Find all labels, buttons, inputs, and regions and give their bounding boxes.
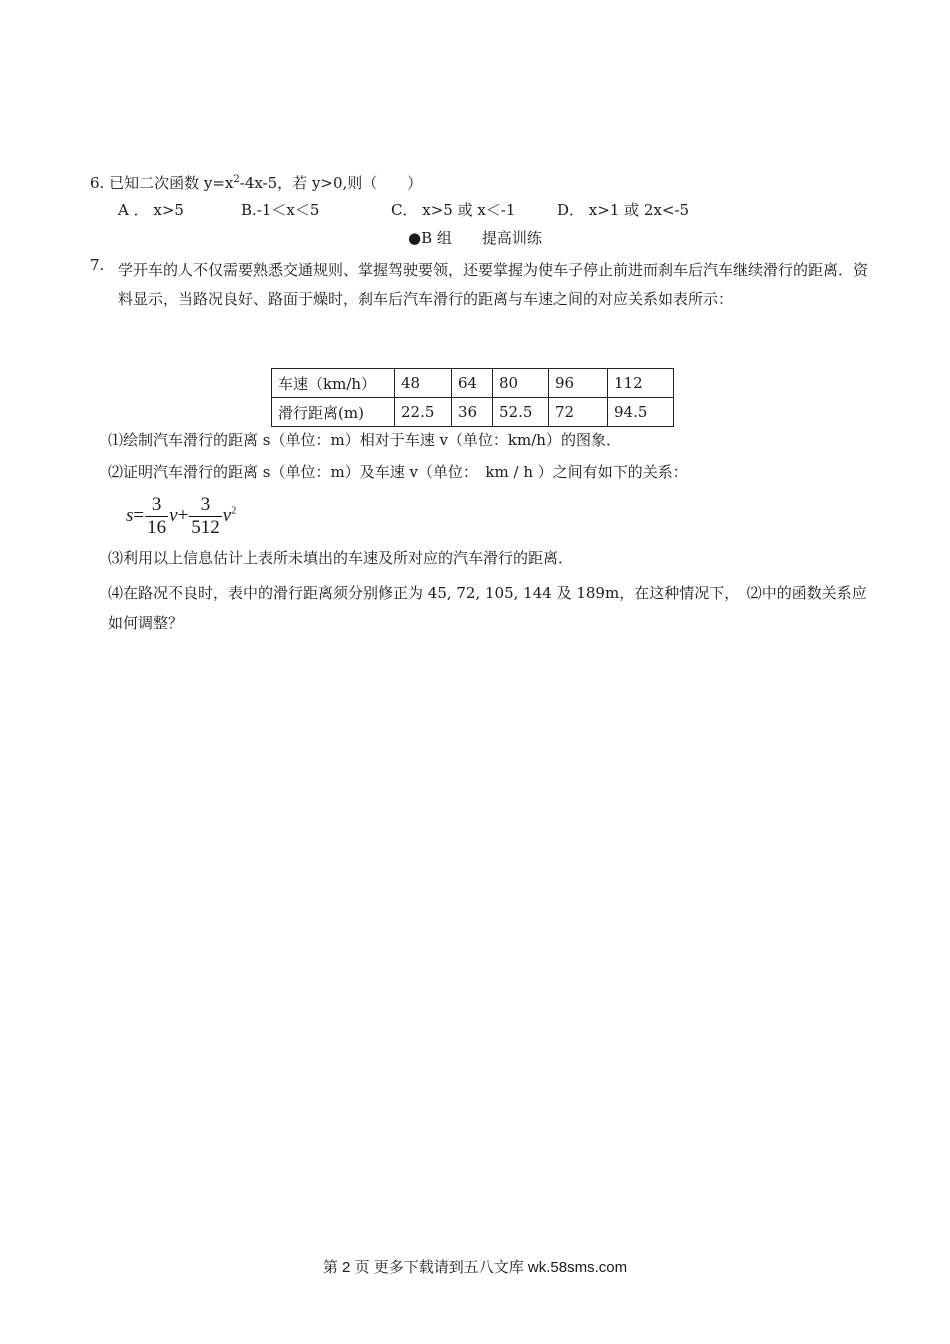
formula-lhs: s [126, 504, 134, 526]
table-cell: 80 [493, 369, 549, 398]
table-row [272, 398, 674, 427]
subquestion-2: ⑵证明汽车滑行的距离 s（单位：m）及车速 v（单位： km / h ）之间有如下的关系： [108, 463, 688, 481]
table-cell: 22.5 [395, 398, 452, 427]
table-cell: 36 [452, 398, 493, 427]
speed-distance-formula [126, 494, 236, 540]
fraction-2: $\frac{3}{512}$ [191, 494, 220, 538]
fraction-1: $\frac{3}{16}$ [147, 494, 167, 538]
option-a: A ． x>5 [118, 201, 184, 219]
table-row [272, 369, 674, 398]
table-cell: 94.5 [608, 398, 674, 427]
formula-exponent: 2 [231, 505, 237, 517]
table-cell: 48 [395, 369, 452, 398]
formula-v-squared: v [222, 504, 232, 526]
question-7-stem [90, 256, 870, 314]
table-cell: 64 [452, 369, 493, 398]
subquestion-1: ⑴绘制汽车滑行的距离 s（单位：m）相对于车速 v（单位：km/h）的图象． [108, 431, 621, 449]
option-c: C． x>5 或 x＜-1 [391, 201, 516, 219]
option-b: B.-1＜x＜5 [241, 201, 320, 219]
formula-plus: + [177, 504, 189, 526]
subquestion-4: ⑷在路况不良时，表中的滑行距离须分别修正为 45, 72, 105, 144 及 189m，在这种情况下， ⑵中的函数关系应如何调整？ [108, 584, 867, 632]
table-cell: 52.5 [493, 398, 549, 427]
formula-equals: = [133, 504, 145, 526]
section-heading: ●B 组 提高训练 [408, 229, 542, 247]
question-number: 7. [90, 256, 105, 274]
speed-distance-table [271, 368, 674, 427]
table-cell: 滑行距离(m) [272, 398, 395, 427]
question-number: 6. [90, 174, 105, 192]
table-cell: 96 [549, 369, 608, 398]
table-cell: 车速（km/h） [272, 369, 395, 398]
table-cell: 112 [608, 369, 674, 398]
question-text: 学开车的人不仅需要熟悉交通规则、掌握驾驶要领，还要掌握为使车子停止前进而刹车后汽车继续滑行的距离．资料显示，当路况良好、路面于燥时，刹车后汽车滑行的距离与车速之间的对应关系如表所示： [118, 261, 869, 308]
subquestion-3: ⑶利用以上信息估计上表所未填出的车速及所对应的汽车滑行的距离． [108, 549, 574, 567]
page-footer: 第 2 页 更多下载请到五八文库 wk.58sms.com [322, 1259, 628, 1276]
formula-v: v [169, 504, 178, 526]
question-6-stem [90, 170, 422, 193]
option-d: D． x>1 或 2x<-5 [557, 201, 690, 219]
table-cell: 72 [549, 398, 608, 427]
question-text: 已知二次函数 $y=x^2-4x-5$，若 y>0,则（ ） [109, 174, 423, 192]
